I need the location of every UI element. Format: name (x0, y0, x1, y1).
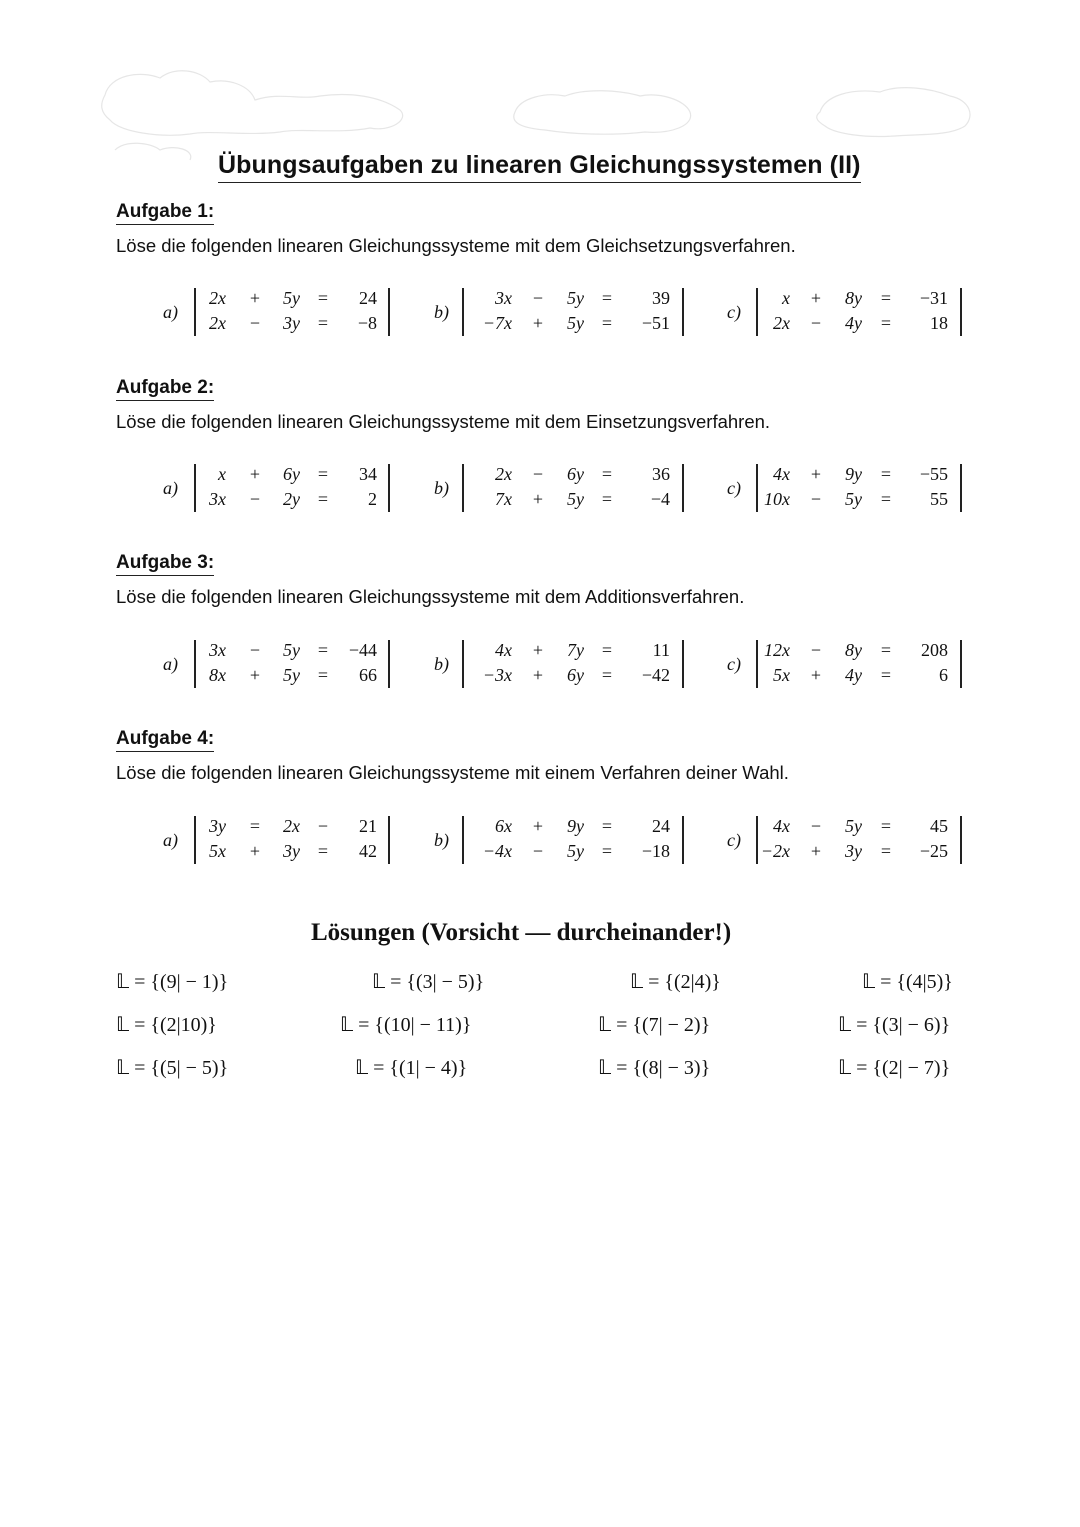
equation-term: 2 (368, 489, 377, 509)
system-label: a) (163, 302, 178, 322)
right-bracket-bar (960, 464, 962, 512)
solution-item: 𝕃 = {(4|5)} (862, 971, 953, 993)
system-label: b) (434, 478, 449, 498)
equation-term: 18 (930, 313, 948, 333)
task-2-instruction: Löse die folgenden linearen Gleichungssysteme mit dem Einsetzungsverfahren. (116, 411, 771, 432)
equation-term: 6y (283, 464, 300, 484)
equation-term: 24 (359, 288, 377, 308)
equation-term: 6x (495, 816, 512, 836)
equation-term: 2x (283, 816, 300, 836)
equation-term: −4x (482, 841, 512, 861)
equation-operator: + (810, 288, 822, 308)
equation-operator: = (880, 489, 892, 509)
equation-term: 5y (845, 816, 862, 836)
equation-term: 3y (845, 841, 862, 861)
solution-item: 𝕃 = {(7| − 2)} (598, 1014, 711, 1036)
equation-term: 11 (652, 640, 670, 660)
system-label: c) (727, 478, 741, 498)
left-bracket-bar (462, 816, 464, 864)
solution-item: 𝕃 = {(2| − 7)} (838, 1057, 951, 1079)
solution-item: 𝕃 = {(1| − 4)} (355, 1057, 468, 1079)
equation-term: 5y (567, 841, 584, 861)
equation-term: 3x (495, 288, 512, 308)
equation-operator: − (810, 489, 822, 509)
equation-term: 3x (209, 489, 226, 509)
right-bracket-bar (682, 464, 684, 512)
system-label: a) (163, 830, 178, 850)
solution-item: 𝕃 = {(3| − 5)} (372, 971, 485, 993)
system-label: b) (434, 654, 449, 674)
equation-term: 9y (567, 816, 584, 836)
equation-term: 12x (764, 640, 790, 660)
task-4-instruction: Löse die folgenden linearen Gleichungssysteme mit einem Verfahren deiner Wahl. (116, 762, 789, 783)
equation-operator: + (532, 489, 544, 509)
equation-operator: = (601, 313, 613, 333)
equation-term: 3y (283, 313, 300, 333)
right-bracket-bar (682, 640, 684, 688)
equation-operator: = (880, 313, 892, 333)
equation-operator: − (810, 640, 822, 660)
right-bracket-bar (960, 640, 962, 688)
task-2-heading: Aufgabe 2: (116, 376, 214, 401)
equation-operator: = (317, 288, 329, 308)
equation-term: 39 (652, 288, 670, 308)
equation-term: −31 (919, 288, 948, 308)
equation-term: x (218, 464, 226, 484)
task-4-heading: Aufgabe 4: (116, 727, 214, 752)
equation-term: 8x (209, 665, 226, 685)
equation-operator: − (317, 816, 329, 836)
equation-term: 34 (359, 464, 377, 484)
task-3-heading: Aufgabe 3: (116, 551, 214, 576)
equation-operator: − (532, 841, 544, 861)
equation-operator: = (880, 816, 892, 836)
equation-term: −2x (760, 841, 790, 861)
equation-operator: − (249, 640, 261, 660)
equation-term: 36 (652, 464, 670, 484)
equation-operator: = (880, 464, 892, 484)
equation-term: −44 (348, 640, 377, 660)
solution-item: 𝕃 = {(5| − 5)} (116, 1057, 229, 1079)
equation-term: 4x (773, 464, 790, 484)
equation-term: 6 (939, 665, 948, 685)
right-bracket-bar (388, 640, 390, 688)
left-bracket-bar (462, 288, 464, 336)
equation-operator: = (601, 489, 613, 509)
system-label: c) (727, 302, 741, 322)
equation-term: 24 (652, 816, 670, 836)
equation-term: 6y (567, 665, 584, 685)
equation-term: 3y (283, 841, 300, 861)
equation-term: 8y (845, 640, 862, 660)
equation-term: −55 (919, 464, 948, 484)
system-label: a) (163, 654, 178, 674)
equation-operator: + (810, 665, 822, 685)
equation-term: 42 (359, 841, 377, 861)
equation-operator: + (249, 841, 261, 861)
equation-term: −51 (641, 313, 670, 333)
task-3-instruction: Löse die folgenden linearen Gleichungssysteme mit dem Additionsverfahren. (116, 586, 745, 607)
right-bracket-bar (960, 816, 962, 864)
equation-operator: + (810, 464, 822, 484)
equation-term: −3x (482, 665, 512, 685)
equation-term: 2x (209, 313, 226, 333)
solutions-heading: Lösungen (Vorsicht — durcheinander!) (311, 919, 732, 946)
equation-term: 5y (567, 288, 584, 308)
equation-term: 4y (845, 313, 862, 333)
right-bracket-bar (388, 464, 390, 512)
solution-item: 𝕃 = {(10| − 11)} (340, 1014, 472, 1036)
equation-term: −4 (650, 489, 670, 509)
equation-term: 7x (495, 489, 512, 509)
right-bracket-bar (388, 288, 390, 336)
equation-operator: + (249, 288, 261, 308)
right-bracket-bar (682, 288, 684, 336)
equation-term: 4y (845, 665, 862, 685)
page-title: Übungsaufgaben zu linearen Gleichungssystemen (II) (218, 150, 861, 183)
equation-term: 66 (359, 665, 377, 685)
equation-term: 7y (567, 640, 584, 660)
system-label: b) (434, 302, 449, 322)
system-label: b) (434, 830, 449, 850)
system-label: c) (727, 654, 741, 674)
equation-operator: − (249, 313, 261, 333)
equation-operator: = (249, 816, 261, 836)
equation-operator: = (601, 665, 613, 685)
equation-operator: = (601, 288, 613, 308)
solution-item: 𝕃 = {(3| − 6)} (838, 1014, 951, 1036)
equation-term: 5y (283, 288, 300, 308)
equation-operator: + (810, 841, 822, 861)
equation-operator: = (880, 665, 892, 685)
task-1-instruction: Löse die folgenden linearen Gleichungssysteme mit dem Gleichsetzungsverfahren. (116, 235, 796, 256)
equation-operator: = (317, 464, 329, 484)
task-1-heading: Aufgabe 1: (116, 200, 214, 225)
equation-operator: + (532, 313, 544, 333)
equation-operator: = (880, 640, 892, 660)
equation-operator: − (532, 288, 544, 308)
equation-term: 2y (283, 489, 300, 509)
equation-term: 45 (930, 816, 948, 836)
equation-operator: = (317, 489, 329, 509)
equation-operator: = (317, 640, 329, 660)
equation-term: −7x (482, 313, 512, 333)
system-label: a) (163, 478, 178, 498)
solution-item: 𝕃 = {(2|10)} (116, 1014, 217, 1036)
equation-operator: = (601, 841, 613, 861)
equation-term: 5y (567, 313, 584, 333)
equation-term: 55 (930, 489, 948, 509)
equation-term: 3y (209, 816, 226, 836)
solution-item: 𝕃 = {(8| − 3)} (598, 1057, 711, 1079)
equation-operator: + (249, 665, 261, 685)
right-bracket-bar (682, 816, 684, 864)
equation-term: 208 (921, 640, 948, 660)
equation-operator: = (317, 841, 329, 861)
equation-operator: − (810, 313, 822, 333)
equation-operator: + (532, 816, 544, 836)
right-bracket-bar (388, 816, 390, 864)
left-bracket-bar (462, 464, 464, 512)
equation-term: 5y (567, 489, 584, 509)
right-bracket-bar (960, 288, 962, 336)
equation-operator: + (249, 464, 261, 484)
equation-term: 10x (764, 489, 790, 509)
equation-term: 2x (495, 464, 512, 484)
equation-term: 6y (567, 464, 584, 484)
equation-operator: + (532, 665, 544, 685)
equation-term: 4x (773, 816, 790, 836)
equation-term: 5y (845, 489, 862, 509)
system-label: c) (727, 830, 741, 850)
equation-term: −18 (641, 841, 670, 861)
equation-operator: = (601, 816, 613, 836)
equation-operator: = (880, 288, 892, 308)
equation-term: 2x (773, 313, 790, 333)
equation-operator: + (532, 640, 544, 660)
left-bracket-bar (462, 640, 464, 688)
equation-term: 5y (283, 640, 300, 660)
equation-operator: − (810, 816, 822, 836)
equation-term: 5y (283, 665, 300, 685)
equation-operator: − (249, 489, 261, 509)
equation-term: 4x (495, 640, 512, 660)
equation-operator: = (317, 665, 329, 685)
equation-term: 21 (359, 816, 377, 836)
equation-operator: = (880, 841, 892, 861)
solution-item: 𝕃 = {(9| − 1)} (116, 971, 229, 993)
equation-term: 5x (209, 841, 226, 861)
solution-item: 𝕃 = {(2|4)} (630, 971, 721, 993)
equation-term: −25 (919, 841, 948, 861)
equation-operator: = (601, 640, 613, 660)
equation-term: 2x (209, 288, 226, 308)
equation-term: x (782, 288, 790, 308)
equation-operator: = (317, 313, 329, 333)
equation-term: −8 (357, 313, 377, 333)
equation-operator: = (601, 464, 613, 484)
equation-term: 3x (209, 640, 226, 660)
equation-term: 9y (845, 464, 862, 484)
equation-term: −42 (641, 665, 670, 685)
equation-operator: − (532, 464, 544, 484)
equation-term: 5x (773, 665, 790, 685)
equation-term: 8y (845, 288, 862, 308)
